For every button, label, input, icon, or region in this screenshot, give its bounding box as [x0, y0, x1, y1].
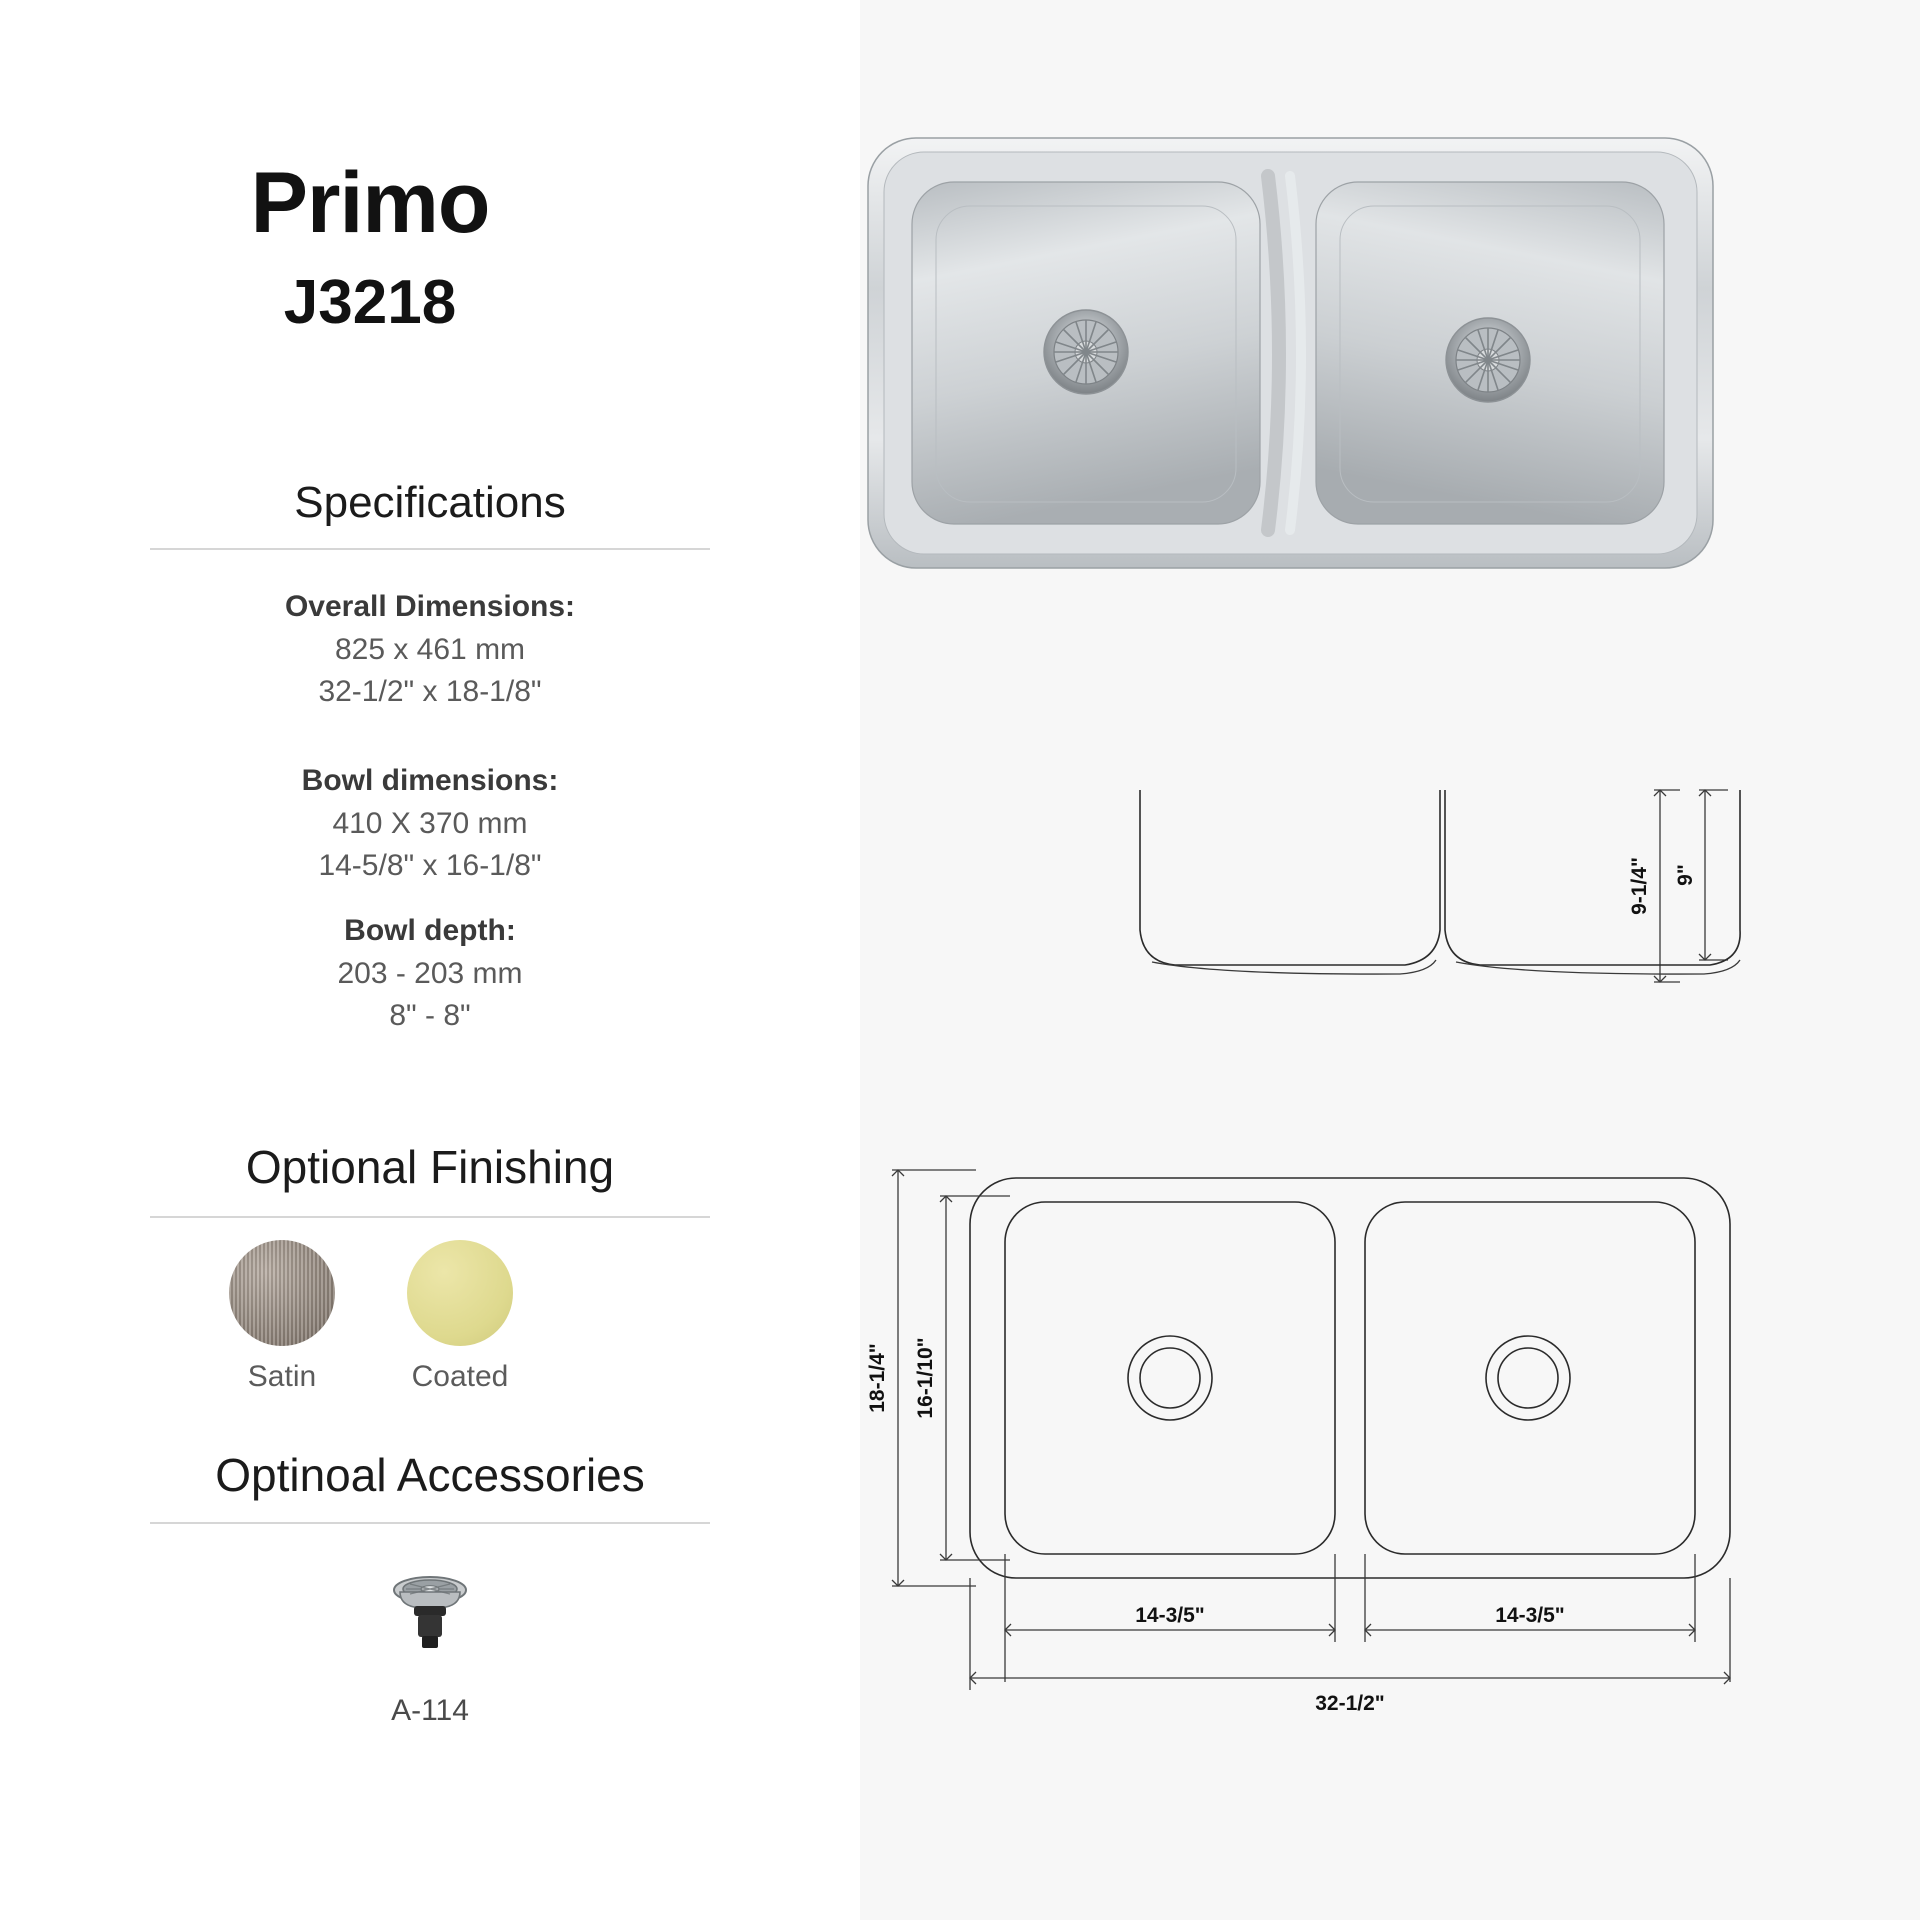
right-figure-panel — [860, 0, 1920, 1920]
dim-14-3-5-left — [1005, 1604, 1335, 1636]
side-section-drawing — [780, 770, 1780, 1030]
dim-9 — [1674, 790, 1728, 960]
product-model-number: J3218 — [283, 268, 457, 337]
specifications-divider — [150, 548, 710, 550]
top-view-drawing — [780, 1130, 1790, 1750]
dim-16-1-10 — [914, 1196, 1010, 1560]
spec-overall-dimensions — [150, 586, 710, 714]
spec-bowl-depth — [150, 910, 710, 1038]
spec-depth-value-mm: 203 - 203 mm — [337, 956, 523, 990]
sink-strainer-icon — [370, 1560, 490, 1680]
finish-swatch-group — [150, 1240, 710, 1430]
dim-32-1-2 — [970, 1578, 1730, 1715]
finish-option-satin[interactable] — [192, 1240, 372, 1394]
dim-label-9: 9" — [1674, 864, 1697, 886]
dim-9-1-4 — [1628, 790, 1680, 982]
spec-bowl-value-in: 14-5/8" x 16-1/8" — [318, 849, 542, 883]
satin-label: Satin — [247, 1360, 317, 1393]
spec-depth-value-in: 8" - 8" — [389, 999, 471, 1033]
dim-14-3-5-right — [1365, 1604, 1695, 1636]
dim-label-32-1-2: 32-1/2" — [1315, 1692, 1385, 1715]
accessory-code-label: A-114 — [391, 1694, 469, 1727]
double-bowl-sink-photo — [850, 130, 1730, 600]
finishing-divider — [150, 1216, 710, 1218]
spec-bowl-dimensions — [150, 760, 710, 888]
spec-overall-value-mm: 825 x 461 mm — [334, 632, 526, 666]
dim-label-14-3-5-left: 14-3/5" — [1135, 1604, 1205, 1627]
left-info-panel — [0, 0, 860, 1920]
optional-finishing-heading: Optional Finishing — [245, 1141, 615, 1193]
satin-swatch-icon[interactable] — [229, 1240, 335, 1346]
finish-option-coated[interactable] — [370, 1240, 550, 1394]
dim-label-9-1-4: 9-1/4" — [1628, 857, 1651, 915]
coated-label: Coated — [411, 1360, 509, 1393]
accessories-divider — [150, 1522, 710, 1524]
dim-label-16-1-10: 16-1/10" — [914, 1337, 937, 1419]
spec-overall-value-in: 32-1/2" x 18-1/8" — [318, 675, 542, 709]
optional-accessories-heading: Optinoal Accessories — [215, 1449, 645, 1501]
dim-label-14-3-5-right: 14-3/5" — [1495, 1604, 1565, 1627]
coated-swatch-icon[interactable] — [407, 1240, 513, 1346]
dim-label-18-1-4: 18-1/4" — [866, 1343, 889, 1413]
product-brand-title: Primo — [250, 155, 490, 251]
spec-bowl-value-mm: 410 X 370 mm — [332, 806, 528, 840]
spec-overall-label: Overall Dimensions: — [284, 590, 576, 623]
accessory-item-a114[interactable] — [150, 1560, 710, 1728]
specifications-heading: Specifications — [294, 478, 566, 527]
spec-bowl-label: Bowl dimensions: — [301, 764, 559, 797]
spec-depth-label: Bowl depth: — [344, 914, 516, 947]
